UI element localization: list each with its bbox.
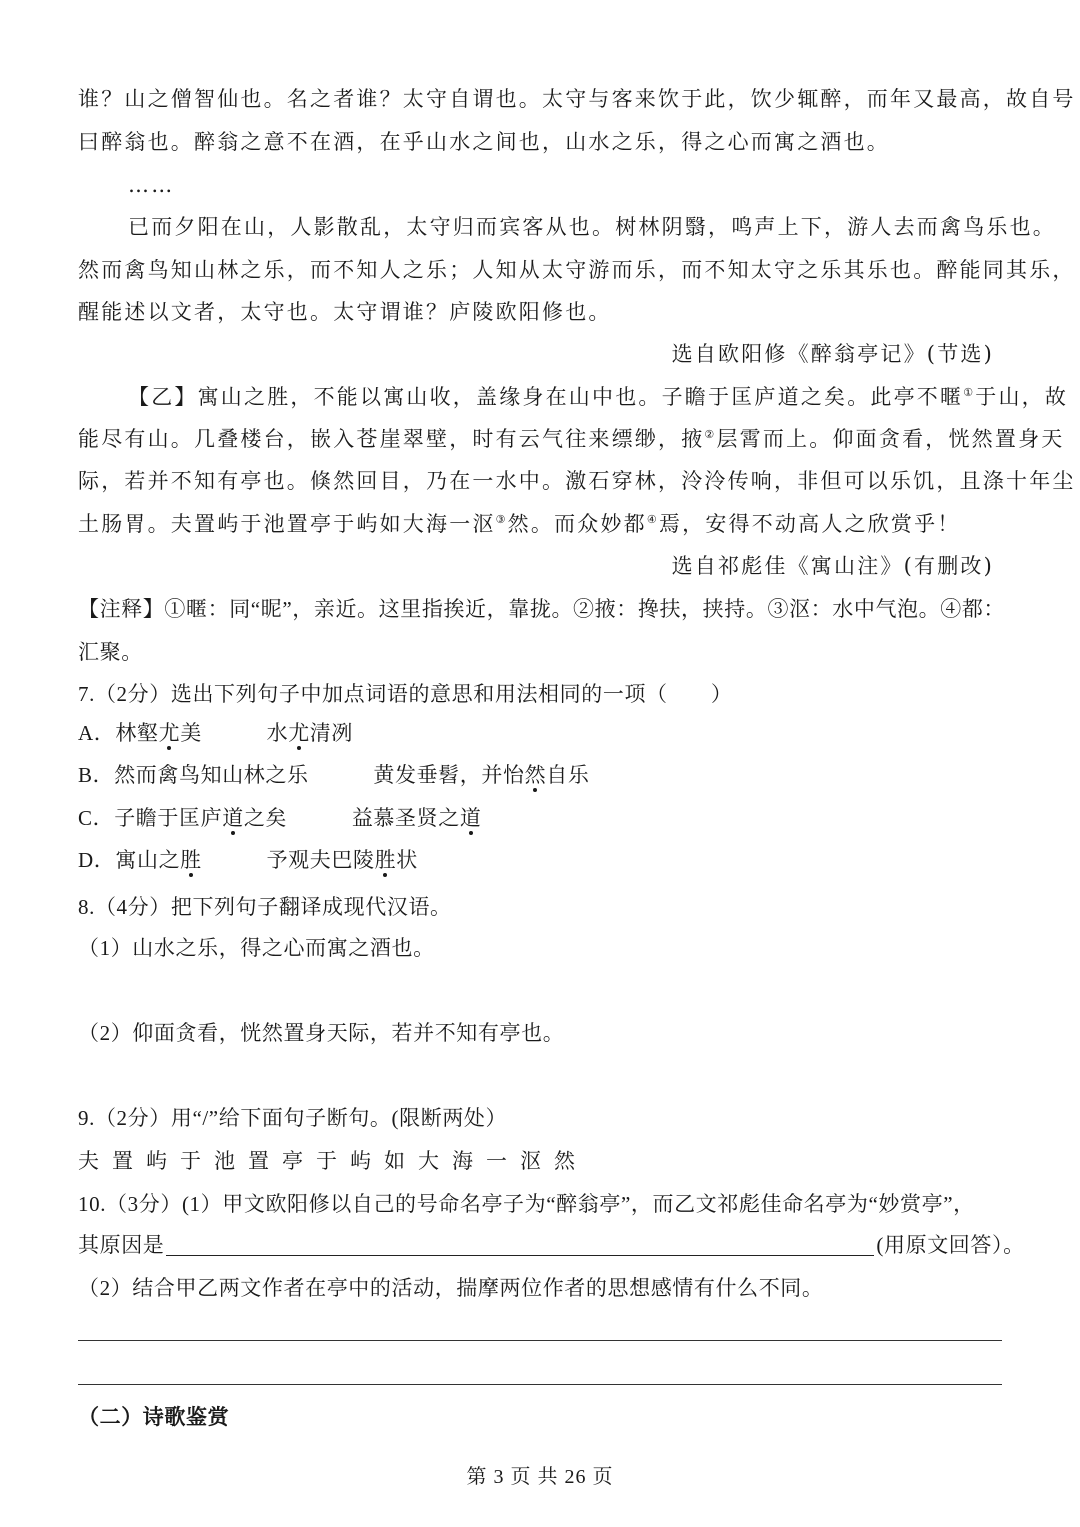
passage-b-line-2	[78, 424, 1064, 454]
notes-line-2: 汇聚。	[78, 640, 143, 664]
q7-option-c	[78, 803, 481, 833]
q7-d-dotted-2: 胜	[374, 848, 397, 872]
passage-a-source: 选自欧阳修《醉翁亭记》(节选)	[671, 342, 994, 366]
q7-c-dotted-2: 道	[459, 806, 482, 830]
q7-c-text-1: C．子瞻于匡庐	[78, 806, 223, 830]
q7-a-text-3: 清冽	[309, 721, 353, 745]
passage-b-line-4-text-b: 然。而众妙都	[507, 512, 647, 536]
section-heading-poetry: （二）诗歌鉴赏	[78, 1405, 230, 1429]
q10-part-2: （2）结合甲乙两文作者在亭中的活动，揣摩两位作者的思想感情有什么不同。	[78, 1276, 824, 1300]
q8-stem: 8.（4分）把下列句子翻译成现代汉语。	[78, 895, 452, 919]
passage-b-line-2-text-b: 层霄而上。仰面贪看，恍然置身天	[716, 427, 1065, 451]
q7-a-dotted-1: 尤	[158, 721, 181, 745]
q7-option-a	[78, 718, 353, 748]
q7-d-text-2: 予观夫巴陵	[201, 848, 375, 872]
passage-a-line-3: 已而夕阳在山，人影散乱，太守归而宾客从也。树林阴翳，鸣声上下，游人去而禽鸟乐也。	[128, 215, 1056, 239]
passage-a-ellipsis: ……	[128, 173, 175, 197]
answer-line-1[interactable]	[78, 1340, 1002, 1341]
page-footer: 第 3 页 共 26 页	[466, 1466, 614, 1488]
passage-b-line-2-text-a: 能尽有山。几叠楼台，嵌入苍崖翠壁，时有云气往来缥缈，掖	[78, 427, 705, 451]
q7-option-d	[78, 845, 418, 875]
passage-b-line-1	[128, 382, 1068, 412]
q10-stem: 10.（3分）(1）甲文欧阳修以自己的号命名亭子为“醉翁亭”，而乙文祁彪佳命名亭为“妙赏亭”，	[78, 1192, 975, 1216]
note-marker-1: ①	[963, 386, 976, 399]
note-marker-4: ④	[646, 513, 659, 526]
passage-b-line-4-text-c: 焉，安得不动高人之欣赏乎！	[658, 512, 961, 536]
q9-stem: 9.（2分）用“/”给下面句子断句。(限断两处）	[78, 1106, 508, 1130]
note-marker-3: ③	[495, 513, 508, 526]
q10-reason-line	[78, 1230, 1025, 1260]
q7-b-text-2: 自乐	[546, 763, 590, 787]
q7-a-text-1: A．林壑	[78, 721, 159, 745]
q7-a-text-2: 美 水	[180, 721, 289, 745]
q8-sentence-2: （2）仰面贪看，恍然置身天际，若并不知有亭也。	[78, 1021, 565, 1045]
passage-a-line-2: 曰醉翁也。醉翁之意不在酒，在乎山水之间也，山水之乐，得之心而寓之酒也。	[78, 130, 890, 154]
q7-stem: 7.（2分）选出下列句子中加点词语的意思和用法相同的一项（ ）	[78, 682, 733, 706]
answer-line-2[interactable]	[78, 1384, 1002, 1385]
q7-c-dotted-1: 道	[222, 806, 244, 830]
passage-a-line-1: 谁？山之僧智仙也。名之者谁？太守自谓也。太守与客来饮于此，饮少辄醉，而年又最高，故自号	[78, 87, 1076, 111]
q7-d-text-1: D．寓山之	[78, 848, 181, 872]
passage-b-line-4-text-a: 土肠胃。夫置屿于池置亭于屿如大海一沤	[78, 512, 496, 536]
q10-reason-prefix: 其原因是	[78, 1233, 165, 1257]
passage-b-source: 选自祁彪佳《寓山注》(有删改)	[671, 554, 994, 578]
q9-sentence: 夫置屿于池置亭于屿如大海一沤然	[78, 1149, 588, 1173]
q7-d-text-3: 状	[396, 848, 418, 872]
q8-sentence-1: （1）山水之乐，得之心而寓之酒也。	[78, 936, 435, 960]
q10-answer-blank[interactable]	[166, 1231, 874, 1256]
q7-a-dotted-2: 尤	[288, 721, 310, 745]
passage-b-line-1-text-b: 于山，故	[975, 385, 1069, 409]
passage-b-line-4	[78, 509, 961, 539]
passage-b-line-1-text-a: 【乙】寓山之胜，不能以寓山收，盖缘身在山中也。子瞻于匡庐道之矣。此亭不暱	[128, 385, 964, 409]
passage-b-line-3: 际，若并不知有亭也。倏然回目，乃在一水中。激石穿林，泠泠传响，非但可以乐饥，且涤十年尘	[78, 469, 1076, 493]
q7-b-dotted-1: 然	[524, 763, 547, 787]
note-marker-2: ②	[704, 428, 717, 441]
q7-b-text-1: B．然而禽鸟知山林之乐 黄发垂髫，并怡	[78, 763, 525, 787]
passage-a-line-4: 然而禽鸟知山林之乐，而不知人之乐；人知从太守游而乐，而不知太守之乐其乐也。醉能同其乐，	[78, 258, 1076, 282]
q10-reason-suffix: (用原文回答）。	[876, 1233, 1025, 1257]
notes-line-1: 【注释】①暱：同“昵”，亲近。这里指挨近，靠拢。②掖：搀扶，挟持。③沤：水中气泡。④都：	[78, 597, 1006, 621]
q7-option-b	[78, 760, 589, 790]
q7-d-dotted-1: 胜	[180, 848, 202, 872]
q7-c-text-2: 之矣 益慕圣贤之	[243, 806, 460, 830]
passage-a-line-5: 醒能述以文者，太守也。太守谓谁？庐陵欧阳修也。	[78, 300, 612, 324]
